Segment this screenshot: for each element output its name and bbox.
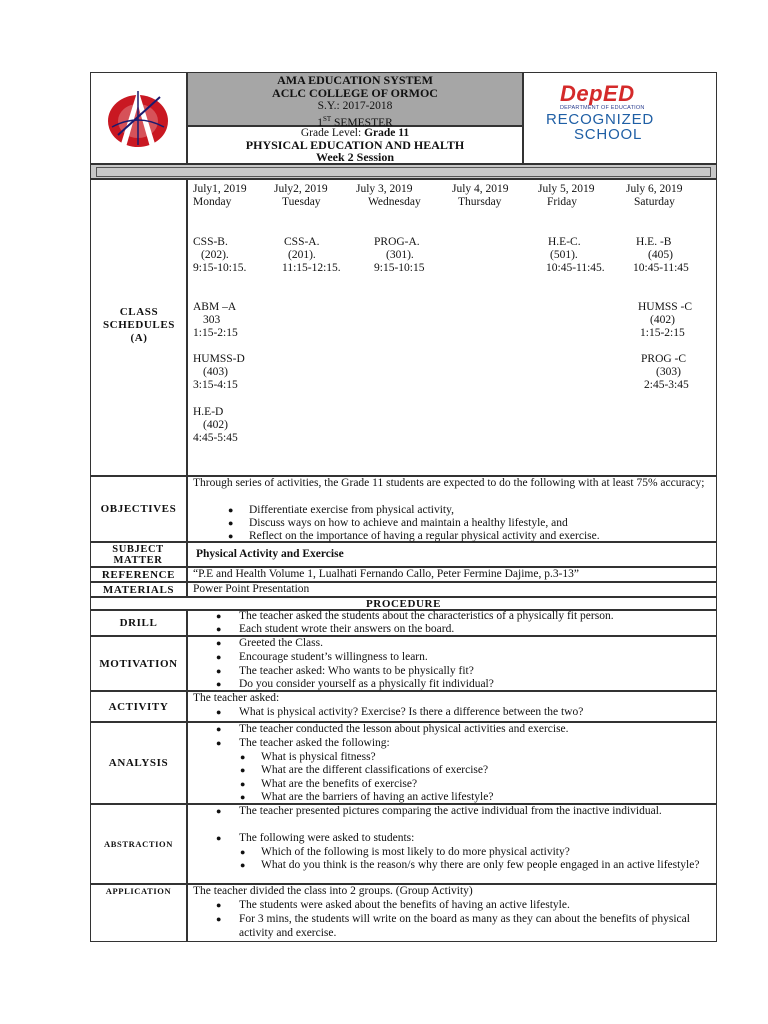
day-mon-name: Monday [193,196,232,208]
bullet-icon: ● [228,505,234,515]
motivation-item: Encourage student’s willingness to learn. [239,651,428,663]
abstraction-subitem: What do you think is the reason/s why there are only few people engaged in an active lifestyle? [261,859,700,871]
bullet-icon: ● [216,638,222,648]
activity-intro: The teacher asked: [193,692,280,704]
motivation-label-cell [90,636,187,691]
semester: 1ST SEMESTER [317,115,393,129]
abstraction-item: The following were asked to students: [239,832,415,844]
application-label: APPLICATION [105,886,172,896]
subject-title: PHYSICAL EDUCATION AND HEALTH [245,138,465,152]
bullet-icon: ● [216,833,222,843]
sched-entry: 303 [203,314,221,326]
application-content [187,884,717,942]
school-header [187,72,523,129]
motivation-item: Do you consider yourself as a physically fit individual? [239,678,494,690]
drill-label: DRILL [119,617,158,629]
application-intro: The teacher divided the class into 2 groups. (Group Activity) [193,885,473,897]
sched-entry: (402) [203,419,228,431]
day-fri-date: July 5, 2019 [538,183,595,195]
bullet-icon: ● [240,765,246,775]
analysis-subitem: What is physical fitness? [261,751,376,763]
sched-entry: HUMSS -C [638,301,693,313]
bullet-icon: ● [240,779,246,789]
subject-matter-content [187,542,717,567]
day-thu-name: Thursday [458,196,502,208]
bullet-icon: ● [216,738,222,748]
day-fri-name: Friday [547,196,578,208]
materials-content [187,582,717,597]
reference-label: REFERENCE [101,568,176,581]
procedure-title: PROCEDURE [365,597,442,610]
bullet-icon: ● [216,914,222,924]
day-mon-date: July1, 2019 [193,183,247,195]
sched-entry: 9:15-10:15. [193,262,247,274]
school-logo-cell [90,72,187,164]
deped-tagline: DEPARTMENT OF EDUCATION [560,105,645,111]
objective-item: Differentiate exercise from physical activity, [249,504,454,516]
bullet-icon: ● [216,900,222,910]
day-tue-date: July2, 2019 [274,183,328,195]
bullet-icon: ● [216,652,222,662]
abstraction-label: ABSTRACTION [104,839,173,849]
application-item: For 3 mins, the students will write on the board as many as they can about the benefits of physical activity and exercise. [239,913,690,939]
application-item: The students were asked about the benefits of having an active lifestyle. [239,899,570,911]
bullet-icon: ● [240,752,246,762]
bullet-icon: ● [240,792,246,802]
bullet-icon: ● [216,611,222,621]
analysis-content [187,722,717,804]
bullet-icon: ● [216,806,222,816]
bullet-icon: ● [228,518,234,528]
analysis-label: ANALYSIS [108,757,169,769]
abstraction-content [187,804,717,884]
abstraction-item: The teacher presented pictures comparing the active individual from the inactive individual. [239,805,662,817]
drill-item: Each student wrote their answers on the board. [239,623,455,635]
sched-entry: H.E. -B [636,236,672,248]
sched-entry: 3:15-4:15 [193,379,238,391]
reference-content [187,567,717,582]
procedure-header [90,597,717,610]
objective-item: Reflect on the importance of having a regular physical activity and exercise. [249,530,600,542]
subject-matter-label: SUBJECT MATTER [112,543,164,566]
bullet-icon: ● [216,666,222,676]
subject-matter-value: Physical Activity and Exercise [196,548,344,560]
objectives-content [187,476,717,542]
schedule-label-cell [90,179,187,476]
sched-entry: ABM –A [193,301,237,313]
sched-entry: (303) [656,366,681,378]
sched-entry: (402) [650,314,675,326]
sched-entry: 1:15-2:15 [193,327,238,339]
objectives-intro: Through series of activities, the Grade 11 students are expected to do the following with at least 75% accuracy; [193,477,705,489]
grade-level: Grade Level: Grade 11 [300,127,410,139]
sched-entry: 2:45-3:45 [644,379,689,391]
analysis-item: The teacher asked the following: [239,737,390,749]
materials-label: MATERIALS [102,583,175,596]
motivation-item: Greeted the Class. [239,637,323,649]
recognized-text: RECOGNIZED [546,111,655,128]
bullet-icon: ● [216,707,222,717]
week-session: Week 2 Session [315,150,394,164]
day-sat-date: July 6, 2019 [626,183,683,195]
day-thu-date: July 4, 2019 [452,183,509,195]
school-text: SCHOOL [574,126,643,143]
sched-entry: (501). [550,249,578,261]
bullet-icon: ● [240,860,246,870]
sched-entry: HUMSS-D [193,353,245,365]
activity-label: ACTIVITY [108,700,169,713]
objective-item: Discuss ways on how to achieve and maintain a healthy lifestyle, and [249,517,568,529]
day-sat-name: Saturday [634,196,675,208]
sched-entry: PROG-A. [374,236,420,248]
drill-label-cell [90,610,187,636]
activity-label-cell [90,691,187,722]
reference-value: “P.E and Health Volume 1, Lualhati Fernando Callo, Peter Fermine Dajime, p.3-13” [193,568,580,580]
analysis-subitem: What are the different classifications of exercise? [261,764,489,776]
day-tue-name: Tuesday [282,196,321,208]
activity-content [187,691,717,722]
sched-entry: 9:15-10:15 [374,262,425,274]
sched-entry: H.E-C. [548,236,581,248]
bullet-icon: ● [216,724,222,734]
sched-entry: 4:45-5:45 [193,432,238,444]
bullet-icon: ● [228,531,234,541]
bullet-icon: ● [216,679,222,689]
objectives-label-cell [90,476,187,542]
schedule-label: CLASS SCHEDULES (A) [102,305,176,344]
motivation-content [187,636,717,691]
sched-entry: 11:15-12:15. [282,262,341,274]
reference-label-cell [90,567,187,582]
motivation-label: MOTIVATION [99,657,178,670]
materials-label-cell [90,582,187,597]
day-wed-date: July 3, 2019 [356,183,413,195]
abstraction-subitem: Which of the following is most likely to do more physical activity? [261,846,570,858]
application-label-cell [90,884,187,942]
objectives-label: OBJECTIVES [100,503,177,515]
sched-entry: (201). [288,249,316,261]
analysis-label-cell [90,722,187,804]
deped-brand: DepED [560,81,635,106]
activity-item: What is physical activity? Exercise? Is there a difference between the two? [239,706,584,718]
subject-matter-label-cell [90,542,187,567]
sched-entry: (403) [203,366,228,378]
sched-entry: H.E-D [193,406,224,418]
schedule-content [187,179,717,476]
sched-entry: (301). [386,249,414,261]
drill-item: The teacher asked the students about the characteristics of a physically fit person. [239,610,614,622]
sched-entry: CSS-B. [193,236,228,248]
sched-entry: 1:15-2:15 [640,327,685,339]
materials-value: Power Point Presentation [193,583,310,595]
sched-entry: PROG -C [641,353,687,365]
analysis-subitem: What are the benefits of exercise? [261,778,418,790]
motivation-item: The teacher asked: Who wants to be physically fit? [239,665,474,677]
sched-entry: 10:45-11:45. [546,262,605,274]
analysis-item: The teacher conducted the lesson about physical activities and exercise. [239,723,569,735]
sched-entry: CSS-A. [284,236,320,248]
sched-entry: (405) [648,249,673,261]
sched-entry: (202). [201,249,229,261]
bullet-icon: ● [216,624,222,634]
drill-content [187,610,717,636]
bullet-icon: ● [240,847,246,857]
school-year: S.Y.: 2017-2018 [317,100,393,112]
analysis-subitem: What are the barriers of having an active lifestyle? [261,791,494,803]
deped-logo [546,81,704,145]
course-header [187,126,523,164]
college-name: ACLC COLLEGE OF ORMOC [272,86,438,100]
sched-entry: 10:45-11:45 [633,262,689,274]
separator-bar-inner [96,167,711,177]
day-wed-name: Wednesday [368,196,421,208]
school-logo-icon [98,83,178,153]
abstraction-label-cell [90,804,187,884]
deped-logo-cell [523,72,717,164]
org-name: AMA EDUCATION SYSTEM [277,73,433,87]
